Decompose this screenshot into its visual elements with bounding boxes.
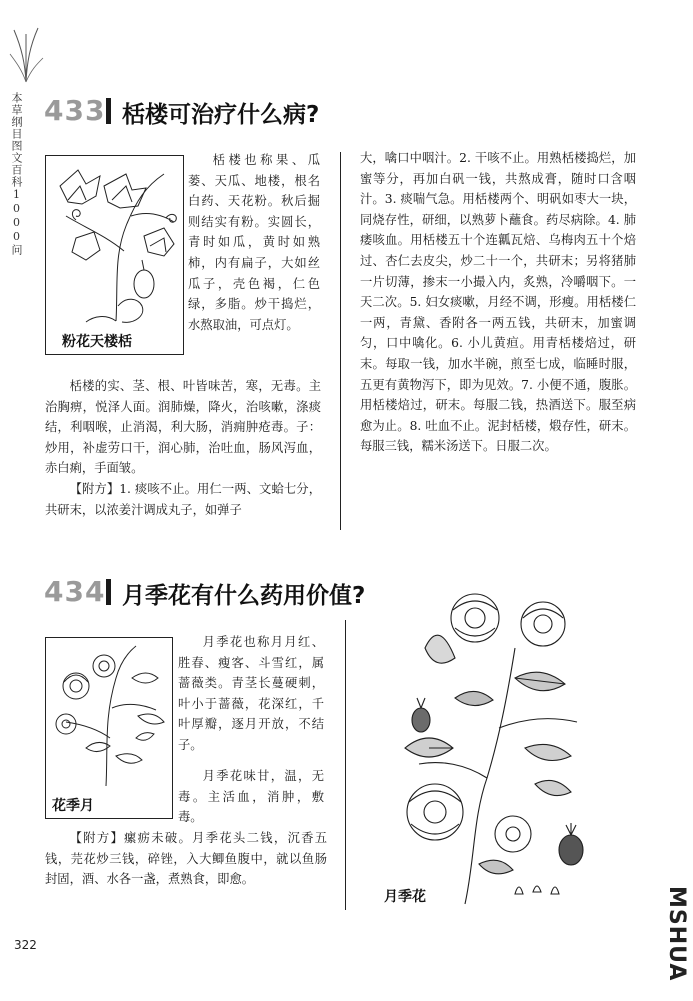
grass-sprig-icon — [8, 24, 44, 84]
section-434-number: 434 — [44, 575, 106, 608]
yuejihua-figure-caption: 花季月 — [52, 798, 94, 814]
heading-bar — [106, 579, 111, 605]
section-434-title: 月季花有什么药用价值? — [122, 583, 366, 609]
section-433-para2: 栝楼的实、茎、根、叶皆味苦，寒，无毒。主治胸痹，悦泽人面。润肺燥，降火，治咳嗽，涤痰结，利咽喉，止消渴，利大肠，消痈肿疮毒。子：炒用，补虚劳口干，润心肺，治吐血，肠风泻血，赤白痢，手面皱。 — [45, 379, 321, 476]
rose-botanical-illustration — [395, 588, 595, 908]
rose-plant-illustration — [46, 638, 172, 788]
gualou-figure-caption: 粉花天楼栝 — [62, 334, 132, 350]
section-433-intro: 栝楼也称果、瓜蒌、天瓜、地楼，根名白药、天花粉。秋后掘则结实有粉。实圆长，青时如瓜，黄时如熟柿，内有扁子，大如丝瓜子，壳色褐，仁色绿，多脂。炒干捣烂，水熬取油，可点灯。 — [188, 153, 320, 332]
running-title: 本草纲目图文百科1000问 — [10, 92, 23, 256]
section-433-title: 栝楼可治疗什么病? — [122, 102, 320, 128]
page-number: 322 — [14, 938, 37, 952]
column-divider — [340, 152, 341, 530]
yuejihua-figure — [45, 637, 173, 819]
section-434-para3: 【附方】瘰疬未破。月季花头二钱，沉香五钱，芫花炒三钱，碎锉，入大鲫鱼腹中，就以鱼肠封固，酒、水各一盏，煮熟食，即愈。 — [45, 831, 327, 887]
section-433-para3: 【附方】1. 痰咳不止。用仁一两、文蛤七分，共研末，以浓姜汁调成丸子，如弹子 — [45, 481, 321, 517]
section-433-number: 433 — [44, 94, 106, 127]
section-434-para2: 月季花味甘，温，无毒。主活血，消肿，敷毒。 — [178, 769, 324, 825]
gualou-plant-illustration — [46, 156, 183, 326]
section-434-intro: 月季花也称月月红、胜春、瘦客、斗雪红，属蔷薇类。青茎长蔓硬刺，叶小于蔷薇，花深红，千叶厚瓣，逐月开放，不结子。 — [178, 635, 324, 752]
rose-illustration-caption: 月季花 — [384, 889, 426, 905]
column-divider — [345, 620, 346, 910]
heading-bar — [106, 98, 111, 124]
section-433-body — [45, 376, 321, 520]
gualou-figure — [45, 155, 184, 355]
watermark: MSHUA — [664, 886, 689, 982]
section-433-right-column: 大，噙口中咽汁。2. 干咳不止。用熟栝楼捣烂，加蜜等分，再加白矾一钱，共熬成膏，随时口含咽汁。3. 痰喘气急。用栝楼两个、明矾如枣大一块，同烧存性，研细，以熟萝卜蘸食。药尽病除。4. 肺痿咳血。用栝楼五十个连瓤瓦焙、乌梅肉五十个焙过、杏仁去皮尖，炒二十一个，共研末；另将猪肺一片切薄，掺末一小撮入内，炙熟，冷嚼咽下。一天二次。5. 妇女痰嗽，月经不调，形瘦。用栝楼仁一两，青黛、香附各一两五钱，共研末，加蜜调匀，口中噙化。6. 小儿黄疸。用青栝楼焙过，研末。每取一钱，加水半碗，煎至七成，临睡时服，五更有黄物泻下，即为见效。7. 小便不通，腹胀。用栝楼焙过，研末。每服二钱，热酒送下。服至病愈为止。8. 吐血不止。泥封栝楼，煅存性，研末。每服三钱，糯米汤送下。日服二次。 — [360, 151, 636, 454]
